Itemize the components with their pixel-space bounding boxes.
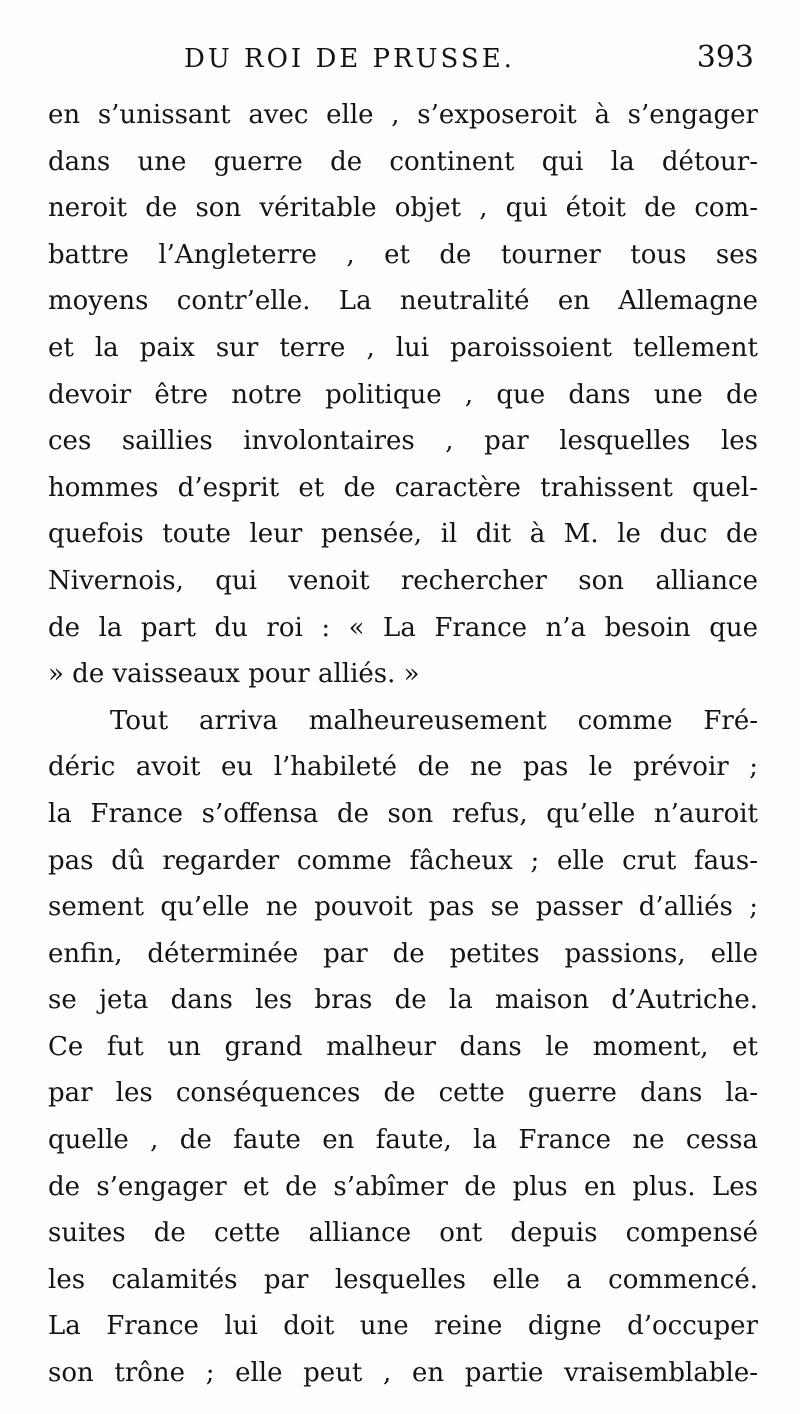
running-head: DU ROI DE PRUSSE. — [184, 44, 515, 74]
text-line: de s’engager et de s’abîmer de plus en plus. Les — [48, 1171, 758, 1202]
text-line-paragraph-start: Tout arriva malheureusement comme Fré- — [110, 705, 758, 736]
text-line: devoir être notre politique , que dans une de — [48, 379, 758, 410]
text-line: en s’unissant avec elle , s’exposeroit à s’engager — [48, 100, 758, 130]
text-line: son trône ; elle peut , en partie vraisemblable- — [48, 1358, 758, 1389]
text-line: battre l’Angleterre , et de tourner tous ses — [48, 239, 758, 270]
text-line: pas dû regarder comme fâcheux ; elle crut faus- — [48, 845, 758, 876]
text-line: ces saillies involontaires , par lesquelles les — [48, 426, 758, 457]
text-line: la France s’offensa de son refus, qu’elle n’auroit — [48, 798, 758, 829]
text-line: quelle , de faute en faute, la France ne cessa — [48, 1125, 758, 1156]
text-line: quefois toute leur pensée, il dit à M. le duc de — [48, 519, 758, 550]
text-line: moyens contr’elle. La neutralité en Allemagne — [48, 286, 758, 317]
text-line: se jeta dans les bras de la maison d’Autriche. — [48, 985, 758, 1016]
text-line: neroit de son véritable objet , qui étoit de com- — [48, 193, 758, 224]
text-line: La France lui doit une reine digne d’occuper — [48, 1311, 758, 1342]
text-line: suites de cette alliance ont depuis compensé — [48, 1218, 758, 1249]
text-line: hommes d’esprit et de caractère trahissent quel- — [48, 472, 758, 503]
text-line: enfin, déterminée par de petites passions, elle — [48, 938, 758, 969]
text-line: par les conséquences de cette guerre dans la- — [48, 1078, 758, 1109]
page-number: 393 — [696, 40, 754, 75]
text-line: de la part du roi : « La France n’a besoin que — [48, 612, 758, 643]
body-text — [48, 92, 758, 1397]
text-line: les calamités par lesquelles elle a commencé. — [48, 1264, 758, 1295]
page-header — [48, 36, 758, 86]
text-line: dans une guerre de continent qui la détour- — [48, 146, 758, 177]
text-line: déric avoit eu l’habileté de ne pas le prévoir ; — [48, 752, 758, 783]
text-line: sement qu’elle ne pouvoit pas se passer d’alliés ; — [48, 892, 758, 923]
text-line: et la paix sur terre , lui paroissoient tellement — [48, 332, 758, 363]
text-line-paragraph-end: » de vaisseaux pour alliés. » — [48, 659, 420, 690]
text-line: Ce fut un grand malheur dans le moment, et — [48, 1031, 758, 1062]
text-line: Nivernois, qui venoit rechercher son alliance — [48, 565, 758, 596]
